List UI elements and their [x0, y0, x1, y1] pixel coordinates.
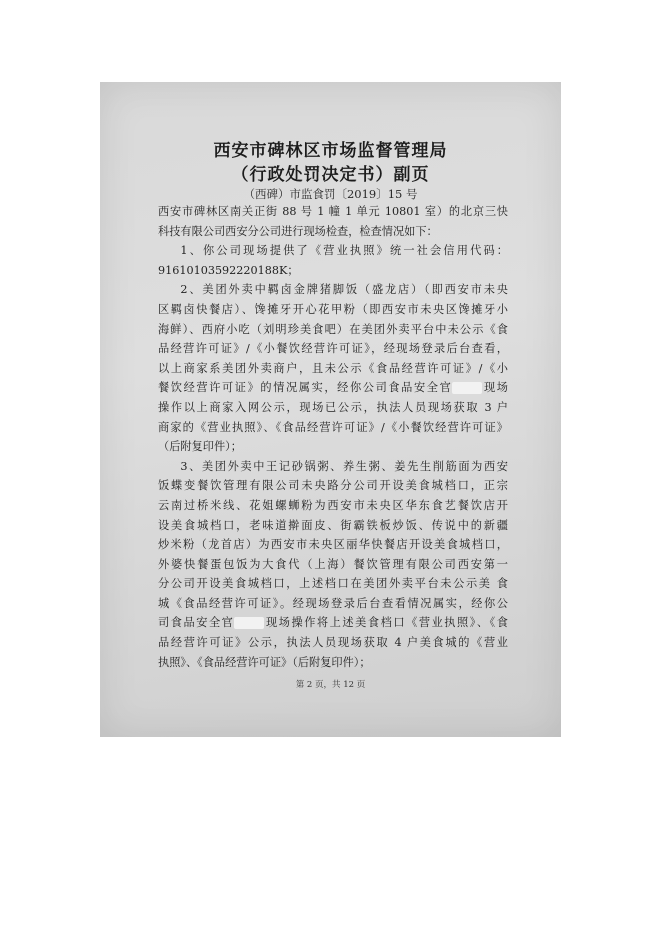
- body-line: 执照》、《食品经营许可证》（后附复印件）；: [158, 655, 371, 669]
- body-line: 2、美团外卖中羁卤金牌猪脚饭（盛龙店）（即西安市未央: [180, 283, 508, 297]
- body-line: 品经营许可证》/《小餐饮经营许可证》，经现场登录后台查看，: [158, 342, 508, 356]
- body-line: 城《食品经营许可证》。经现场登录后台查看情况属实，经你公: [158, 596, 508, 610]
- body-line: 外婆快餐蛋包饭为大食代（上海）餐饮管理有限公司西安第一: [158, 557, 508, 571]
- document-title-line1: 西安市碑林区市场监督管理局: [213, 141, 448, 161]
- body-line: 炒米粉（龙首店）为西安市未央区丽华快餐店开设美食城档口，: [158, 538, 508, 552]
- body-line: 科技有限公司西安分公司进行现场检查，检查情况如下：: [158, 224, 438, 238]
- body-line: （后附复印件）；: [158, 440, 242, 454]
- body-line: 分公司开设美食城档口，上述档口在美团外卖平台未公示美 食: [158, 577, 508, 591]
- body-line: 海鲜）、西府小吃（刘明珍美食吧）在美团外卖平台中未公示《食: [158, 322, 508, 336]
- body-line: 设美食城档口，老味道擀面皮、街霸铁板炒饭、传说中的新疆: [158, 518, 508, 532]
- body-line: 云南过桥米线、花姐螺蛳粉为西安市未央区华东食艺餐饮店开: [158, 498, 508, 512]
- body-line-segment: 司食品安全官: [158, 616, 235, 630]
- body-line: 1、你公司现场提供了《营业执照》统一社会信用代码：: [180, 244, 508, 258]
- redaction-box: [452, 382, 482, 394]
- body-line: 饭蝶变餐饮管理有限公司未央路分公司开设美食城档口，正宗: [158, 479, 508, 493]
- page-number: 第 2 页，共 12 页: [295, 680, 366, 690]
- body-line: 品经营许可证》公示，执法人员现场获取 4 户美食城的《营业: [158, 636, 508, 650]
- body-line: 西安市碑林区南关正街 88 号 1 幢 1 单元 10801 室）的北京三快: [158, 205, 508, 218]
- body-line-segment: 餐饮经营许可证》的情况属实，经你公司食品安全官: [158, 381, 453, 395]
- body-line-segment: 现场: [482, 381, 508, 395]
- document-photo: [100, 82, 561, 737]
- body-line-with-redaction: [158, 613, 508, 633]
- body-line: 91610103592220188K；: [158, 263, 299, 277]
- body-line-with-redaction: [158, 378, 508, 398]
- document-body: [158, 202, 508, 672]
- body-line: 以上商家系美团外卖商户，且未公示《食品经营许可证》/《小: [158, 361, 508, 375]
- document-number: （西碑）市监食罚〔2019〕15 号: [243, 187, 418, 201]
- redaction-box: [234, 617, 264, 629]
- body-line-segment: 现场操作将上述美食档口《营业执照》、《食: [264, 616, 508, 630]
- document-title-line2: （行政处罚决定书）副页: [231, 165, 430, 185]
- body-line: 操作以上商家入网公示，现场已公示，执法人员现场获取 3 户: [158, 400, 508, 414]
- body-line: 3、美团外卖中王记砂锅粥、养生粥、姜先生削筋面为西安: [180, 459, 508, 473]
- body-line: 区羁卤快餐店）、馋摊牙开心花甲粉（即西安市未央区馋摊牙小: [158, 302, 508, 316]
- body-line: 商家的《营业执照》、《食品经营许可证》/《小餐饮经营许可证》: [158, 420, 508, 434]
